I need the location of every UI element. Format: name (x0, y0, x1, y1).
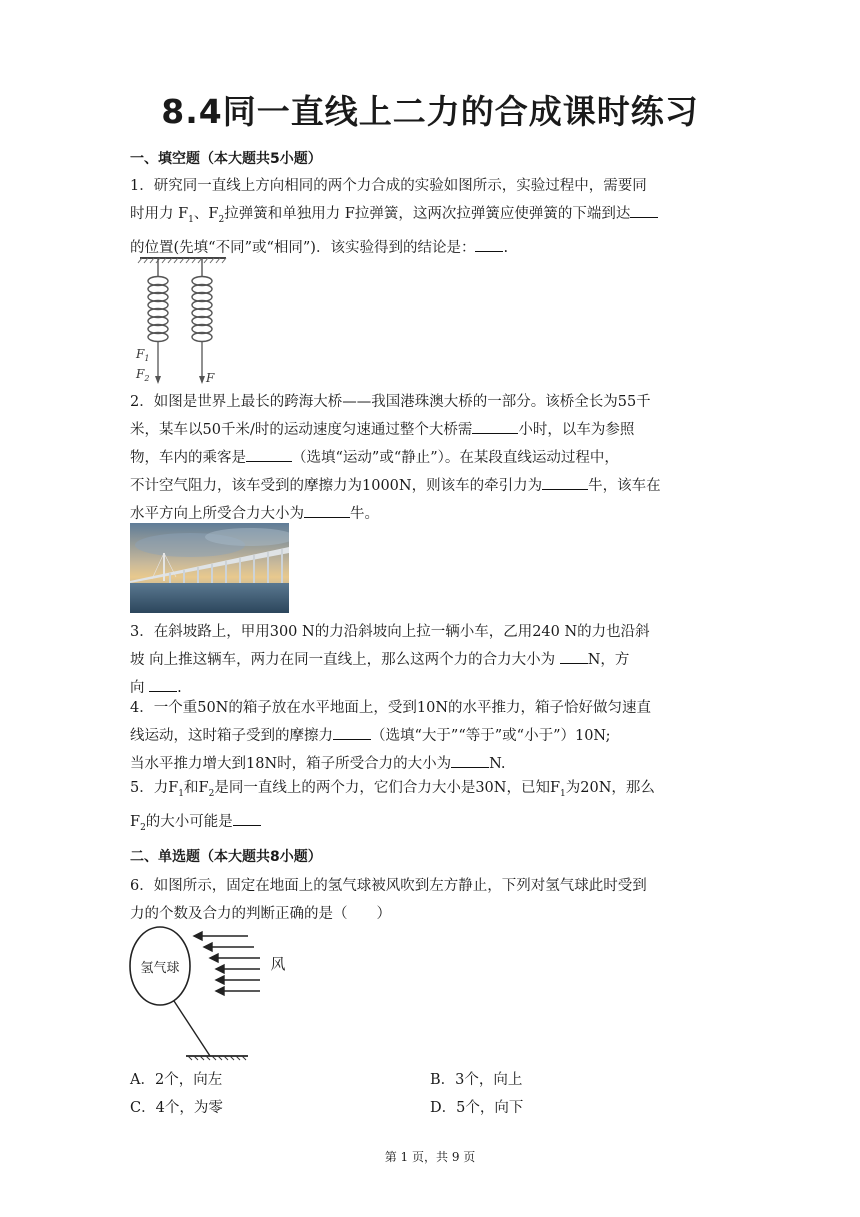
q1-sub: 2 (218, 214, 225, 225)
q2-line-3 (130, 444, 730, 472)
wind-arrows (194, 932, 260, 995)
q4-text: （选填“大于”“等于”或“小于”）10N; (371, 728, 611, 744)
q4-line-2 (130, 722, 730, 750)
label-f1: $F_1$ (136, 347, 150, 363)
q1-text: 拉弹簧和单独用力 F拉弹簧，这两次拉弹簧应使弹簧的下端到达 (224, 206, 631, 222)
question-4 (130, 694, 730, 778)
q2-text: 牛。 (350, 506, 379, 522)
question-5 (130, 774, 730, 842)
q5-text: 是同一直线上的两个力，它们合力大小是30N，已知F (214, 780, 561, 796)
section-heading-fill-blank: 一、填空题（本大题共5小题） (130, 151, 322, 167)
q5-sub: 2 (208, 788, 215, 799)
q6-line-1: 6．如图所示，固定在地面上的氢气球被风吹到左方静止，下列对氢气球此时受到 (130, 878, 647, 894)
question-1 (130, 172, 730, 262)
q5-text: 为20N，那么 (565, 780, 655, 796)
spring-figure (132, 254, 232, 388)
q2-text: 小时，以车为参照 (518, 422, 635, 438)
balloon-figure (128, 926, 298, 1064)
q3-line-2 (130, 646, 730, 674)
answer-blank[interactable] (560, 649, 588, 664)
q4-line-1: 4．一个重50N的箱子放在水平地面上，受到10N的水平推力，箱子恰好做匀速直 (130, 700, 651, 716)
answer-blank[interactable] (630, 203, 658, 218)
q4-text: N. (489, 756, 506, 772)
option-d[interactable]: D．5个，向下 (430, 1100, 524, 1116)
answer-blank[interactable] (475, 237, 503, 252)
option-a[interactable]: A．2个，向左 (130, 1072, 223, 1088)
q1-text: 、F (193, 206, 219, 222)
q5-text: F (130, 813, 141, 830)
q2-text: 水平方向上所受合力大小为 (130, 506, 304, 522)
q1-line-1: 1．研究同一直线上方向相同的两个力合成的实验如图所示，实验过程中，需要同 (130, 178, 647, 194)
section-heading-single-choice: 二、单选题（本大题共8小题） (130, 849, 322, 865)
q1-line-2 (130, 200, 730, 234)
answer-blank[interactable] (304, 503, 350, 518)
q5-sub: 1 (178, 788, 185, 799)
answer-blank[interactable] (472, 419, 518, 434)
balloon-label: 氢气球 (140, 961, 180, 976)
answer-blank[interactable] (233, 811, 261, 826)
q4-text: 线运动，这时箱子受到的摩擦力 (130, 728, 333, 744)
q1-text: 时用力 F (130, 206, 189, 222)
q5-text: 的大小可能是 (145, 813, 233, 830)
answer-blank[interactable] (333, 725, 371, 740)
q3-line-1: 3．在斜坡路上，甲用300 N的力沿斜坡向上拉一辆小车，乙用240 N的力也沿斜 (130, 624, 650, 640)
q6-line-2: 力的个数及合力的判断正确的是（ ） (130, 906, 391, 922)
bridge-photo (130, 523, 289, 613)
q5-line-2 (130, 808, 730, 842)
q5-text: 5．力F (130, 780, 179, 796)
q2-line-4 (130, 472, 730, 500)
q2-text: 牛，该车在 (588, 478, 661, 494)
option-c[interactable]: C．4个，为零 (130, 1100, 223, 1116)
answer-blank[interactable] (246, 447, 292, 462)
q2-line-1: 2．如图是世界上最长的跨海大桥——我国港珠澳大桥的一部分。该桥全长为55千 (130, 394, 651, 410)
q1-sub: 1 (188, 214, 194, 225)
q1-text: 的位置(先填“不同”或“相同”)．该实验得到的结论是： (130, 239, 476, 256)
q3-text: N，方 (587, 652, 630, 668)
q5-text: 和F (184, 780, 209, 796)
q5-line-1 (130, 774, 730, 808)
answer-blank[interactable] (149, 677, 177, 692)
q5-sub: 2 (140, 822, 146, 833)
q5-sub: 1 (560, 788, 566, 799)
q3-text: 向 (130, 680, 150, 696)
answer-blank[interactable] (542, 475, 588, 490)
label-f: F (206, 371, 215, 385)
q2-text: 物，车内的乘客是 (130, 450, 246, 466)
question-3 (130, 618, 730, 702)
q1-text: . (503, 239, 509, 256)
q2-text: 米，某车以50千米/时的运动速度匀速通过整个大桥需 (130, 422, 473, 438)
q3-text: 坡 向上推这辆车，两力在同一直线上，那么这两个力的合力大小为 (130, 652, 560, 668)
q2-text: 不计空气阻力，该车受到的摩擦力为1000N，则该车的牵引力为 (130, 478, 543, 494)
q3-text: . (177, 680, 182, 696)
q2-text: （选填“运动”或“静止”）。在某段直线运动过程中， (292, 450, 619, 466)
page-title: 8.4同一直线上二力的合成课时练习 (161, 92, 699, 131)
question-6 (130, 872, 730, 928)
q4-text: 当水平推力增大到18N时，箱子所受合力的大小为 (130, 756, 452, 772)
label-f2: $F_2$ (136, 367, 150, 383)
answer-blank[interactable] (451, 753, 489, 768)
wind-label: 风 (270, 955, 286, 973)
option-b[interactable]: B．3个，向上 (430, 1072, 523, 1088)
question-2 (130, 388, 730, 528)
page-footer: 第 1 页，共 9 页 (384, 1150, 476, 1164)
q2-line-2 (130, 416, 730, 444)
